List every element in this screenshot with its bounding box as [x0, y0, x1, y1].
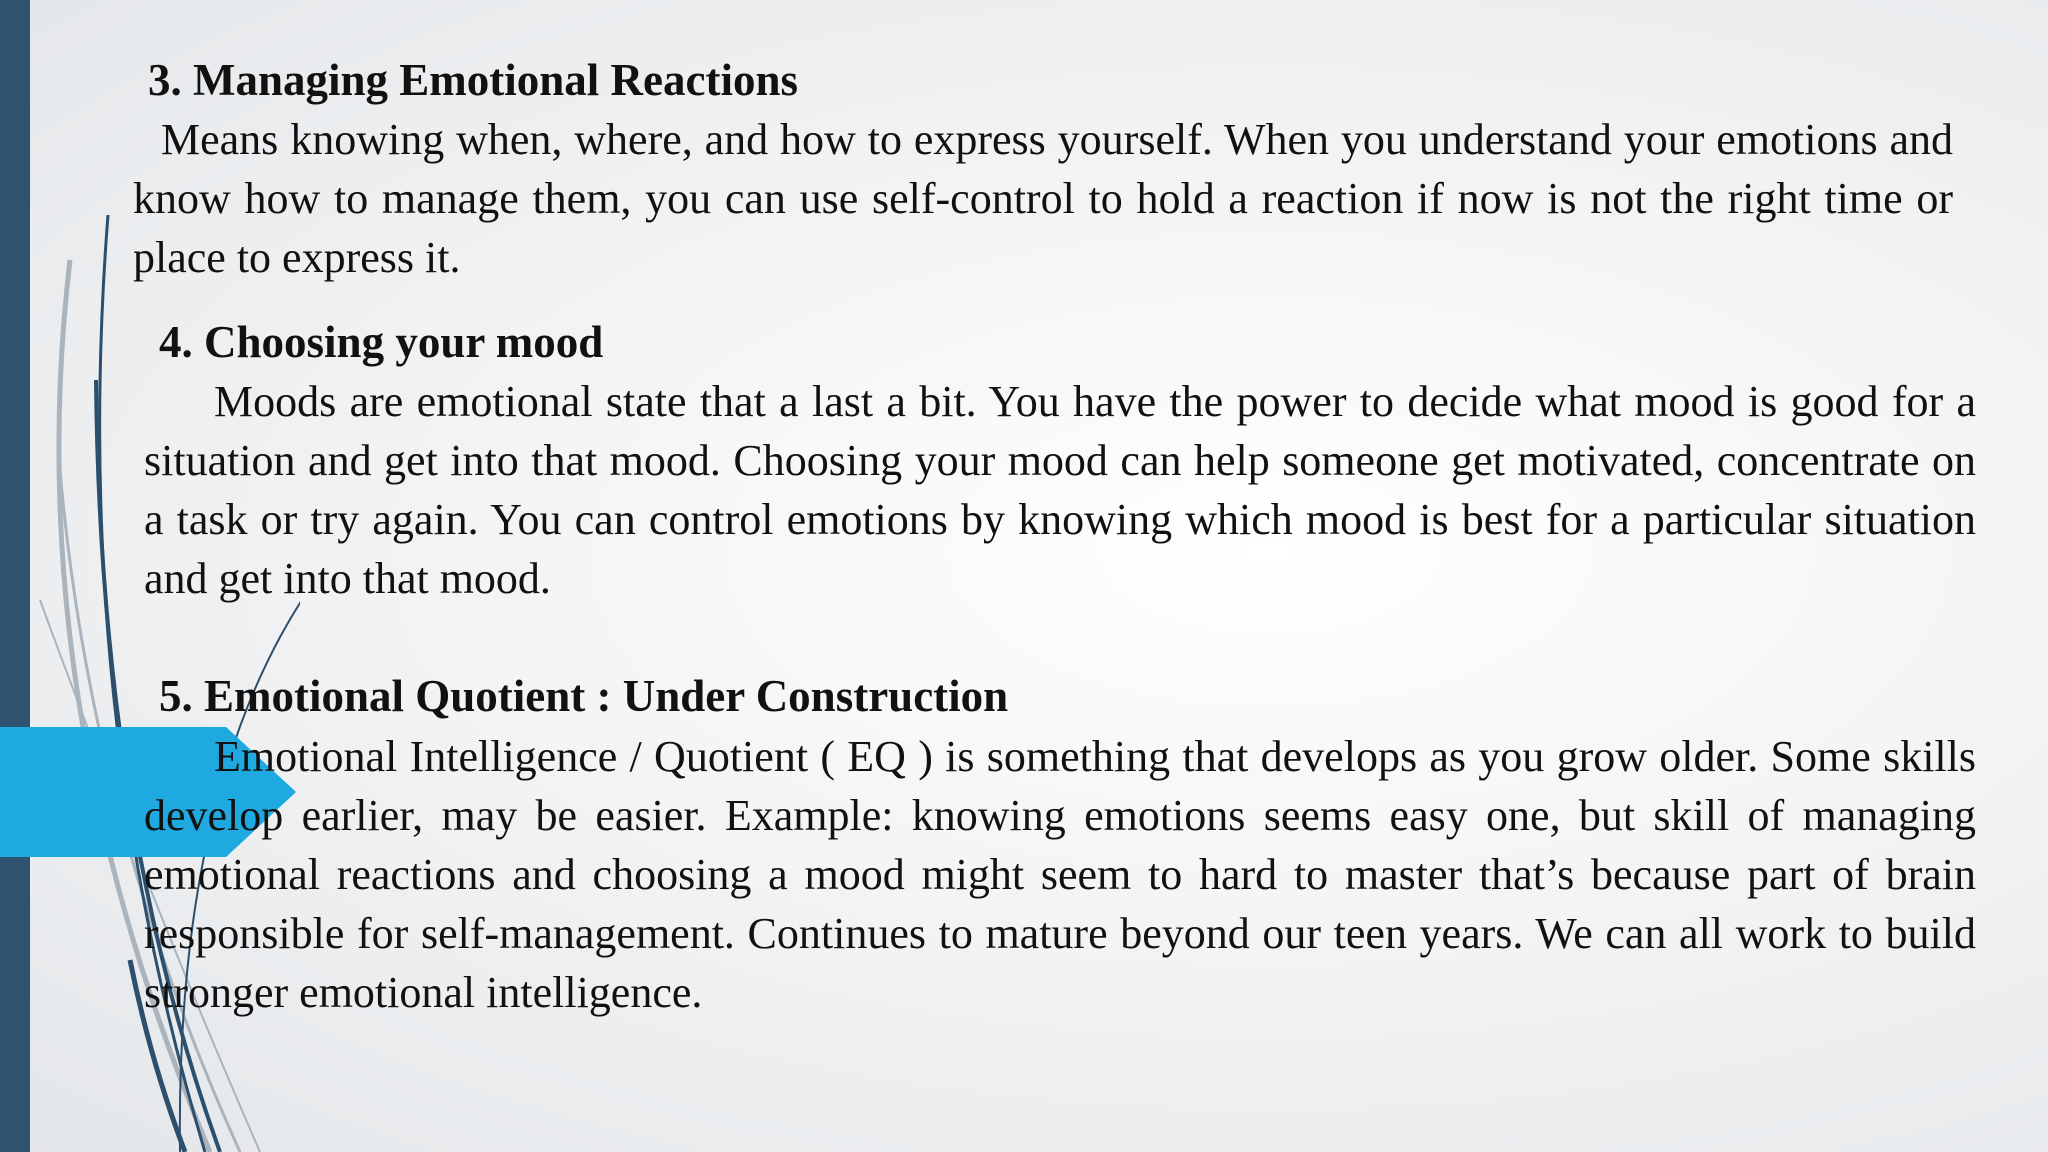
section-heading-emotional-quotient: 5. Emotional Quotient : Under Construction — [159, 671, 1009, 721]
section-heading-choosing-your-mood: 4. Choosing your mood — [159, 317, 604, 367]
section-body-emotional-quotient: Emotional Intelligence / Quotient ( EQ ) is something that develops as you grow older. Some skills develop earlier, may be easier. Example: knowing emotions seems easy one, but skill of managing emotional reactions and choosing a mood might seem to hard to master that’s because part of brain responsible for self-management. Continues to mature beyond our teen years. We can all work to build stronger emotional intelligence. — [144, 732, 1976, 1017]
section-heading-managing-emotional-reactions: 3. Managing Emotional Reactions — [148, 55, 799, 105]
section-body-choosing-your-mood: Moods are emotional state that a last a bit. You have the power to decide what mood is good for a situation and get into that mood. Choosing your mood can help someone get motivated, concentrate on a task or try again. You can control emotions by knowing which mood is best for a particular situation and get into that mood. — [144, 377, 1976, 603]
section-body-managing-emotional-reactions: Means knowing when, where, and how to express yourself. When you understand your emotions and know how to manage them, you can use self-control to hold a reaction if now is not the right time or place to express it. — [133, 115, 1953, 282]
